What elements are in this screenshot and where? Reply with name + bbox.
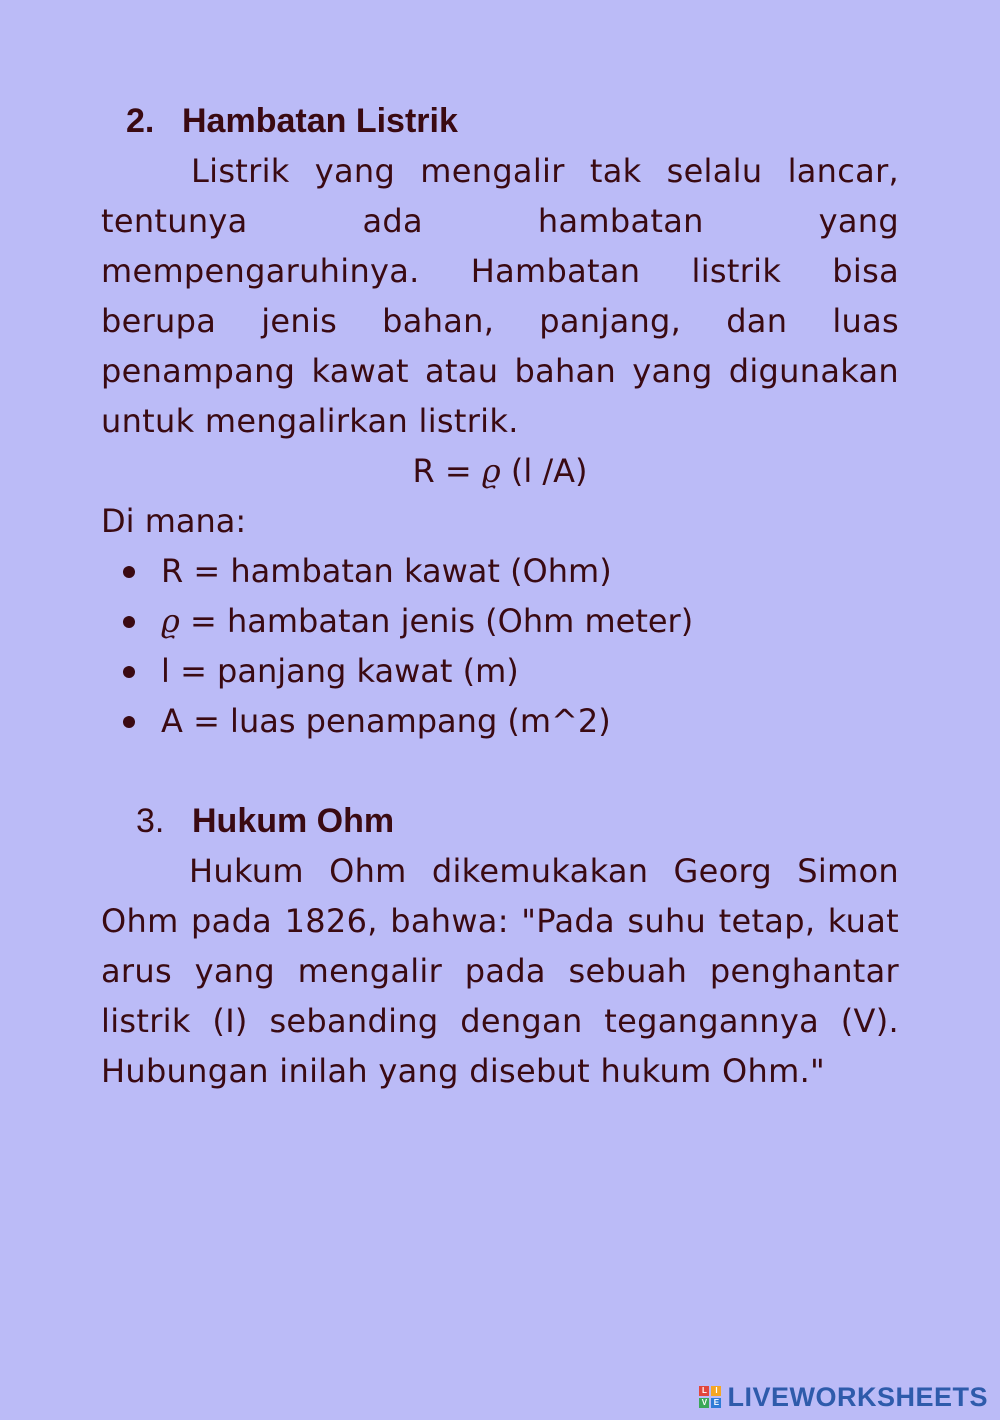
section-heading-hukum-ohm <box>101 796 899 846</box>
bullet-icon <box>123 716 135 728</box>
section-number: 3. <box>136 802 165 840</box>
definition-text: = panjang kawat (m) <box>180 652 519 690</box>
definition-symbol: A <box>161 702 183 740</box>
definition-item <box>101 696 899 746</box>
section-paragraph: Listrik yang mengalir tak selalu lancar, tentunya ada hambatan yang mempengaruhinya. Hambatan listrik bisa berupa jenis bahan, panjang, dan luas penampang kawat atau bahan yang digunakan untuk mengalirkan listrik. <box>101 152 899 440</box>
section-title: Hambatan Listrik <box>182 102 458 140</box>
definition-list <box>101 546 899 746</box>
bullet-icon <box>123 666 135 678</box>
where-label: Di mana: <box>101 502 247 540</box>
definition-symbol: l <box>161 652 170 690</box>
definition-item <box>101 596 899 646</box>
logo-letter: E <box>711 1398 721 1408</box>
spacer <box>101 746 899 796</box>
bullet-icon <box>123 616 135 628</box>
definition-item <box>101 546 899 596</box>
bullet-icon <box>123 566 135 578</box>
definition-text: = hambatan jenis (Ohm meter) <box>189 602 694 640</box>
definition-symbol: ϱ <box>161 602 180 640</box>
logo-letter: I <box>711 1386 721 1396</box>
logo-letter: V <box>699 1398 709 1408</box>
section-heading-hambatan-listrik <box>101 96 899 146</box>
brand-name: LIVEWORKSHEETS <box>727 1381 988 1412</box>
resistance-formula <box>101 446 899 496</box>
definition-text: = luas penampang (m^2) <box>193 702 611 740</box>
definition-symbol: R <box>161 552 184 590</box>
definition-item <box>101 646 899 696</box>
liveworksheets-logo[interactable] <box>699 1382 988 1412</box>
rho-symbol: ϱ <box>481 452 501 490</box>
section-paragraph: Hukum Ohm dikemukakan Georg Simon Ohm pada 1826, bahwa: "Pada suhu tetap, kuat arus yang mengalir pada sebuah penghantar listrik (I) sebanding dengan tegangannya (V). Hubungan inilah yang disebut hukum Ohm." <box>101 852 899 1090</box>
logo-icon <box>699 1386 721 1408</box>
formula-left: R = <box>412 452 472 490</box>
logo-letter: L <box>699 1386 709 1396</box>
formula-right: (l /A) <box>510 452 588 490</box>
section-number: 2. <box>126 102 155 140</box>
section-title: Hukum Ohm <box>192 802 395 840</box>
document-page <box>101 96 899 1096</box>
definition-text: = hambatan kawat (Ohm) <box>193 552 612 590</box>
